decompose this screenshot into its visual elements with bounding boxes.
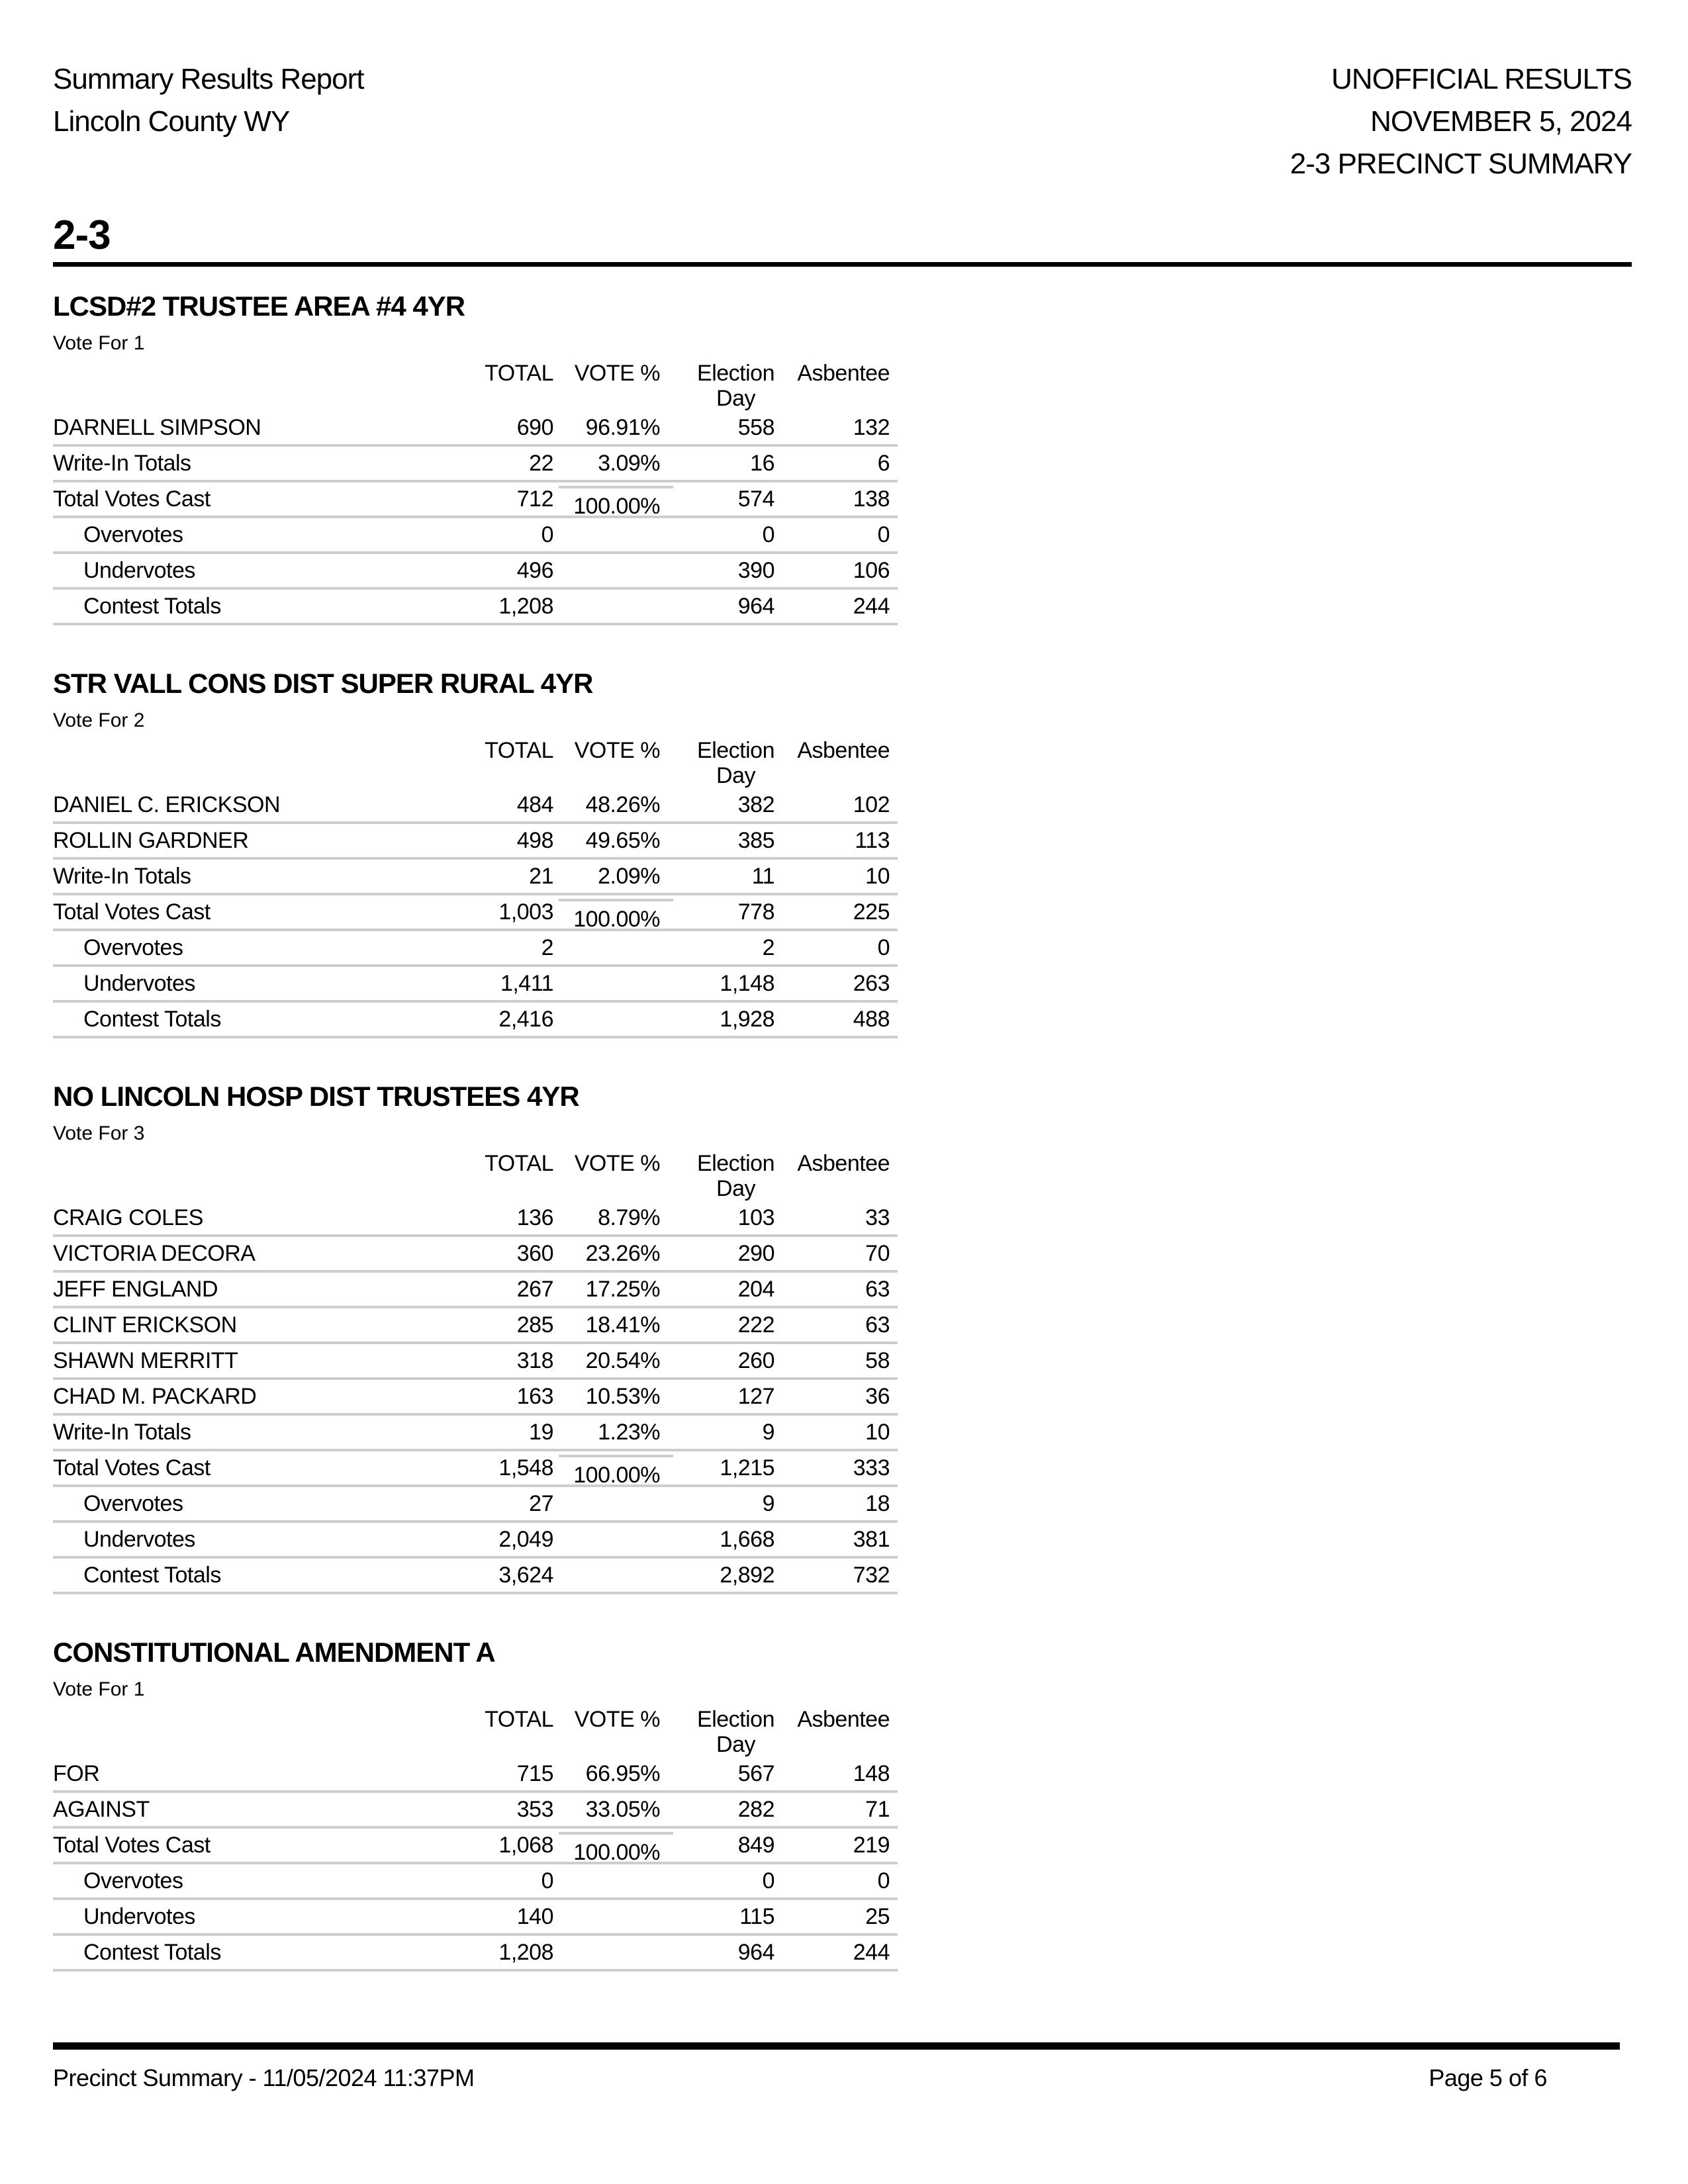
table-row bbox=[53, 1757, 898, 1793]
absentee-cell: 244 bbox=[853, 1940, 890, 1965]
row-label: Contest Totals bbox=[83, 594, 221, 619]
contest-section bbox=[53, 1081, 898, 1594]
report-footer bbox=[53, 2042, 1620, 2092]
absentee-column-header: Asbentee bbox=[797, 1151, 890, 1176]
vote-for-label: Vote For 3 bbox=[53, 1122, 145, 1144]
vote-pct-cell: 3.09% bbox=[598, 451, 660, 476]
row-label: Total Votes Cast bbox=[53, 1833, 211, 1858]
vote-pct-cell: 96.91% bbox=[585, 415, 660, 440]
election-day-cell: 849 bbox=[737, 1833, 774, 1858]
election-day-cell: 558 bbox=[737, 415, 774, 440]
election-day-column-header: Election Day bbox=[697, 738, 774, 788]
election-day-cell: 103 bbox=[737, 1205, 774, 1230]
row-label: CRAIG COLES bbox=[53, 1205, 203, 1230]
vote-pct-cell: 100.00% bbox=[553, 1829, 660, 1862]
total-cell: 0 bbox=[541, 522, 553, 547]
election-day-cell: 385 bbox=[737, 828, 774, 853]
absentee-cell: 70 bbox=[865, 1241, 890, 1266]
table-row bbox=[53, 1793, 898, 1829]
results-status: UNOFFICIAL RESULTS bbox=[1331, 63, 1632, 95]
precinct-summary-label: 2-3 PRECINCT SUMMARY bbox=[1289, 148, 1632, 180]
table-row bbox=[53, 411, 898, 447]
row-label: Contest Totals bbox=[83, 1563, 221, 1588]
election-day-cell: 9 bbox=[762, 1491, 774, 1516]
table-row bbox=[53, 1900, 898, 1936]
election-day-cell: 1,928 bbox=[720, 1007, 774, 1032]
election-day-cell: 222 bbox=[737, 1312, 774, 1338]
vote-pct-cell bbox=[553, 1864, 660, 1897]
table-row bbox=[53, 590, 898, 625]
election-day-cell: 964 bbox=[737, 594, 774, 619]
table-row bbox=[53, 1487, 898, 1523]
election-day-column-header: Election Day bbox=[697, 1151, 774, 1201]
row-label: Overvotes bbox=[83, 522, 183, 547]
absentee-cell: 58 bbox=[865, 1348, 890, 1373]
table-row bbox=[53, 518, 898, 554]
row-label: Undervotes bbox=[83, 971, 195, 996]
absentee-cell: 0 bbox=[877, 522, 890, 547]
vote-pct-cell bbox=[553, 1003, 660, 1036]
precinct-name-heading: 2-3 bbox=[53, 214, 1632, 267]
total-cell: 163 bbox=[516, 1384, 553, 1409]
vote-pct-column-header: VOTE % bbox=[574, 1707, 660, 1732]
absentee-cell: 63 bbox=[865, 1277, 890, 1302]
election-day-cell: 778 bbox=[737, 899, 774, 925]
absentee-cell: 10 bbox=[865, 864, 890, 889]
total-cell: 690 bbox=[516, 415, 553, 440]
table-row bbox=[53, 1559, 898, 1594]
table-row bbox=[53, 1829, 898, 1864]
absentee-cell: 244 bbox=[853, 594, 890, 619]
report-title: Summary Results Report bbox=[53, 63, 364, 95]
table-row bbox=[53, 1201, 898, 1237]
total-cell: 136 bbox=[516, 1205, 553, 1230]
row-label: AGAINST bbox=[53, 1797, 150, 1822]
election-day-cell: 1,668 bbox=[720, 1527, 774, 1552]
vote-pct-cell: 8.79% bbox=[598, 1205, 660, 1230]
row-label: CHAD M. PACKARD bbox=[53, 1384, 257, 1409]
absentee-cell: 18 bbox=[865, 1491, 890, 1516]
absentee-cell: 6 bbox=[877, 451, 890, 476]
row-label: Overvotes bbox=[83, 1491, 183, 1516]
total-column-header: TOTAL bbox=[485, 738, 553, 763]
table-row bbox=[53, 554, 898, 590]
election-day-cell: 2,892 bbox=[720, 1563, 774, 1588]
total-cell: 712 bbox=[516, 486, 553, 512]
absentee-cell: 381 bbox=[853, 1527, 890, 1552]
absentee-cell: 132 bbox=[853, 415, 890, 440]
total-cell: 21 bbox=[529, 864, 553, 889]
election-day-cell: 115 bbox=[739, 1904, 774, 1929]
absentee-cell: 219 bbox=[853, 1833, 890, 1858]
contests bbox=[53, 291, 1632, 1972]
table-header-row bbox=[53, 361, 898, 411]
total-cell: 498 bbox=[516, 828, 553, 853]
total-cell: 3,624 bbox=[498, 1563, 553, 1588]
report-header-left bbox=[53, 58, 363, 143]
table-header-row bbox=[53, 1151, 898, 1201]
vote-pct-cell: 17.25% bbox=[585, 1277, 660, 1302]
election-day-cell: 1,148 bbox=[720, 971, 774, 996]
table-row bbox=[53, 967, 898, 1003]
vote-pct-cell: 66.95% bbox=[585, 1761, 660, 1786]
vote-pct-column-header: VOTE % bbox=[574, 1151, 660, 1176]
vote-pct-cell bbox=[553, 518, 660, 551]
contest-title: NO LINCOLN HOSP DIST TRUSTEES 4YR bbox=[53, 1081, 579, 1112]
table-row bbox=[53, 860, 898, 895]
total-column-header: TOTAL bbox=[485, 361, 553, 386]
row-label: JEFF ENGLAND bbox=[53, 1277, 218, 1302]
total-cell: 1,068 bbox=[498, 1833, 553, 1858]
vote-pct-cell: 23.26% bbox=[585, 1241, 660, 1266]
election-day-cell: 2 bbox=[762, 935, 774, 960]
vote-pct-cell bbox=[553, 1900, 660, 1933]
absentee-cell: 333 bbox=[853, 1455, 890, 1480]
row-label: DANIEL C. ERICKSON bbox=[53, 792, 281, 817]
vote-pct-cell: 48.26% bbox=[585, 792, 660, 817]
contest-title: STR VALL CONS DIST SUPER RURAL 4YR bbox=[53, 668, 593, 699]
vote-pct-cell bbox=[553, 1523, 660, 1556]
contest-title: LCSD#2 TRUSTEE AREA #4 4YR bbox=[53, 291, 465, 322]
election-day-cell: 16 bbox=[750, 451, 774, 476]
vote-pct-cell bbox=[553, 1559, 660, 1592]
candidate-column-spacer bbox=[53, 1151, 424, 1201]
table-row bbox=[53, 1344, 898, 1380]
table-row bbox=[53, 788, 898, 824]
absentee-column-header: Asbentee bbox=[797, 1707, 890, 1732]
election-day-cell: 390 bbox=[737, 558, 774, 583]
row-label: SHAWN MERRITT bbox=[53, 1348, 238, 1373]
total-cell: 2 bbox=[541, 935, 553, 960]
absentee-cell: 25 bbox=[865, 1904, 890, 1929]
report-header bbox=[53, 58, 1632, 185]
total-cell: 0 bbox=[541, 1868, 553, 1893]
election-day-cell: 11 bbox=[751, 864, 774, 889]
row-label: Undervotes bbox=[83, 1527, 195, 1552]
contest-section bbox=[53, 291, 898, 625]
absentee-cell: 732 bbox=[853, 1563, 890, 1588]
row-label: Write-In Totals bbox=[53, 451, 191, 476]
election-day-cell: 9 bbox=[762, 1420, 774, 1445]
vote-pct-cell: 18.41% bbox=[585, 1312, 660, 1338]
row-label: Write-In Totals bbox=[53, 1420, 191, 1445]
vote-pct-cell: 20.54% bbox=[585, 1348, 660, 1373]
row-label: VICTORIA DECORA bbox=[53, 1241, 256, 1266]
vote-pct-cell: 49.65% bbox=[585, 828, 660, 853]
total-column-header: TOTAL bbox=[485, 1707, 553, 1732]
row-label: Total Votes Cast bbox=[53, 899, 211, 925]
total-cell: 19 bbox=[529, 1420, 553, 1445]
absentee-cell: 0 bbox=[877, 935, 890, 960]
table-rows bbox=[53, 1201, 898, 1594]
total-cell: 360 bbox=[516, 1241, 553, 1266]
election-day-cell: 1,215 bbox=[720, 1455, 774, 1480]
election-day-cell: 127 bbox=[737, 1384, 774, 1409]
table-row bbox=[53, 1451, 898, 1487]
table-row bbox=[53, 895, 898, 931]
election-date: NOVEMBER 5, 2024 bbox=[1370, 105, 1632, 138]
total-cell: 484 bbox=[516, 792, 553, 817]
vote-pct-cell: 10.53% bbox=[585, 1384, 660, 1409]
table-row bbox=[53, 1416, 898, 1451]
total-cell: 285 bbox=[516, 1312, 553, 1338]
election-day-cell: 290 bbox=[737, 1241, 774, 1266]
table-row bbox=[53, 1864, 898, 1900]
total-cell: 353 bbox=[516, 1797, 553, 1822]
election-day-cell: 382 bbox=[737, 792, 774, 817]
election-day-column-header: Election Day bbox=[697, 1707, 774, 1757]
total-cell: 1,548 bbox=[498, 1455, 553, 1480]
total-cell: 2,049 bbox=[498, 1527, 553, 1552]
table-row bbox=[53, 931, 898, 967]
election-day-cell: 0 bbox=[762, 522, 774, 547]
row-label: Contest Totals bbox=[83, 1940, 221, 1965]
total-cell: 318 bbox=[516, 1348, 553, 1373]
total-cell: 1,411 bbox=[500, 971, 553, 996]
election-day-cell: 260 bbox=[737, 1348, 774, 1373]
table-row bbox=[53, 824, 898, 860]
contest-section bbox=[53, 668, 898, 1038]
absentee-cell: 0 bbox=[877, 1868, 890, 1893]
row-label: CLINT ERICKSON bbox=[53, 1312, 237, 1338]
total-cell: 27 bbox=[529, 1491, 553, 1516]
table-row bbox=[53, 1936, 898, 1972]
vote-for-label: Vote For 2 bbox=[53, 709, 145, 731]
row-label: Undervotes bbox=[83, 1904, 195, 1929]
candidate-column-spacer bbox=[53, 1707, 424, 1757]
absentee-cell: 71 bbox=[865, 1797, 890, 1822]
absentee-cell: 148 bbox=[853, 1761, 890, 1786]
absentee-cell: 263 bbox=[853, 971, 890, 996]
vote-pct-column-header: VOTE % bbox=[574, 361, 660, 386]
row-label: Overvotes bbox=[83, 1868, 183, 1893]
total-cell: 715 bbox=[516, 1761, 553, 1786]
vote-pct-column-header: VOTE % bbox=[574, 738, 660, 763]
vote-pct-cell bbox=[553, 1936, 660, 1969]
table-header-row bbox=[53, 1707, 898, 1757]
row-label: FOR bbox=[53, 1761, 100, 1786]
election-day-cell: 574 bbox=[737, 486, 774, 512]
vote-pct-cell bbox=[553, 967, 660, 1000]
candidate-column-spacer bbox=[53, 738, 424, 788]
row-label: Total Votes Cast bbox=[53, 1455, 211, 1480]
absentee-cell: 102 bbox=[853, 792, 890, 817]
table-row bbox=[53, 1523, 898, 1559]
row-label: Undervotes bbox=[83, 558, 195, 583]
vote-for-label: Vote For 1 bbox=[53, 332, 145, 354]
election-day-column-header: Election Day bbox=[697, 361, 774, 411]
table-header-row bbox=[53, 738, 898, 788]
absentee-cell: 10 bbox=[865, 1420, 890, 1445]
vote-pct-cell bbox=[553, 554, 660, 587]
absentee-cell: 225 bbox=[853, 899, 890, 925]
vote-pct-cell: 2.09% bbox=[598, 864, 660, 889]
total-cell: 267 bbox=[516, 1277, 553, 1302]
absentee-cell: 488 bbox=[853, 1007, 890, 1032]
absentee-cell: 63 bbox=[865, 1312, 890, 1338]
total-cell: 1,208 bbox=[498, 594, 553, 619]
table-rows bbox=[53, 1757, 898, 1972]
vote-pct-cell: 1.23% bbox=[598, 1420, 660, 1445]
vote-pct-cell: 100.00% bbox=[553, 895, 660, 929]
row-label: DARNELL SIMPSON bbox=[53, 415, 261, 440]
footer-page-number: Page 5 of 6 bbox=[1429, 2064, 1547, 2091]
vote-pct-cell: 100.00% bbox=[553, 482, 660, 516]
row-label: Overvotes bbox=[83, 935, 183, 960]
row-label: Contest Totals bbox=[83, 1007, 221, 1032]
table-rows bbox=[53, 788, 898, 1038]
vote-pct-cell: 33.05% bbox=[585, 1797, 660, 1822]
table-row bbox=[53, 1380, 898, 1416]
election-day-cell: 204 bbox=[737, 1277, 774, 1302]
absentee-cell: 113 bbox=[855, 828, 890, 853]
row-label: Write-In Totals bbox=[53, 864, 191, 889]
absentee-cell: 36 bbox=[865, 1384, 890, 1409]
total-cell: 140 bbox=[516, 1904, 553, 1929]
total-column-header: TOTAL bbox=[485, 1151, 553, 1176]
total-cell: 22 bbox=[529, 451, 553, 476]
election-day-cell: 282 bbox=[737, 1797, 774, 1822]
total-cell: 1,003 bbox=[498, 899, 553, 925]
table-row bbox=[53, 1308, 898, 1344]
table-row bbox=[53, 1003, 898, 1038]
total-cell: 2,416 bbox=[498, 1007, 553, 1032]
total-cell: 496 bbox=[516, 558, 553, 583]
vote-pct-cell bbox=[553, 1487, 660, 1520]
report-location: Lincoln County WY bbox=[53, 105, 290, 138]
absentee-column-header: Asbentee bbox=[797, 361, 890, 386]
vote-for-label: Vote For 1 bbox=[53, 1678, 145, 1700]
footer-report-info: Precinct Summary - 11/05/2024 11:37PM bbox=[53, 2064, 475, 2091]
election-day-cell: 567 bbox=[737, 1761, 774, 1786]
row-label: Total Votes Cast bbox=[53, 486, 211, 512]
vote-pct-cell: 100.00% bbox=[553, 1451, 660, 1484]
contest-section bbox=[53, 1637, 898, 1972]
table-row bbox=[53, 1237, 898, 1273]
row-label: ROLLIN GARDNER bbox=[53, 828, 249, 853]
table-row bbox=[53, 447, 898, 482]
table-rows bbox=[53, 411, 898, 625]
report-header-right bbox=[1290, 58, 1632, 185]
table-row bbox=[53, 1273, 898, 1308]
election-day-cell: 0 bbox=[762, 1868, 774, 1893]
table-row bbox=[53, 482, 898, 518]
candidate-column-spacer bbox=[53, 361, 424, 411]
vote-pct-cell bbox=[553, 931, 660, 964]
total-cell: 1,208 bbox=[498, 1940, 553, 1965]
absentee-cell: 138 bbox=[853, 486, 890, 512]
absentee-cell: 106 bbox=[853, 558, 890, 583]
absentee-cell: 33 bbox=[865, 1205, 890, 1230]
vote-pct-cell bbox=[553, 590, 660, 623]
absentee-column-header: Asbentee bbox=[797, 738, 890, 763]
election-day-cell: 964 bbox=[737, 1940, 774, 1965]
contest-title: CONSTITUTIONAL AMENDMENT A bbox=[53, 1637, 495, 1668]
